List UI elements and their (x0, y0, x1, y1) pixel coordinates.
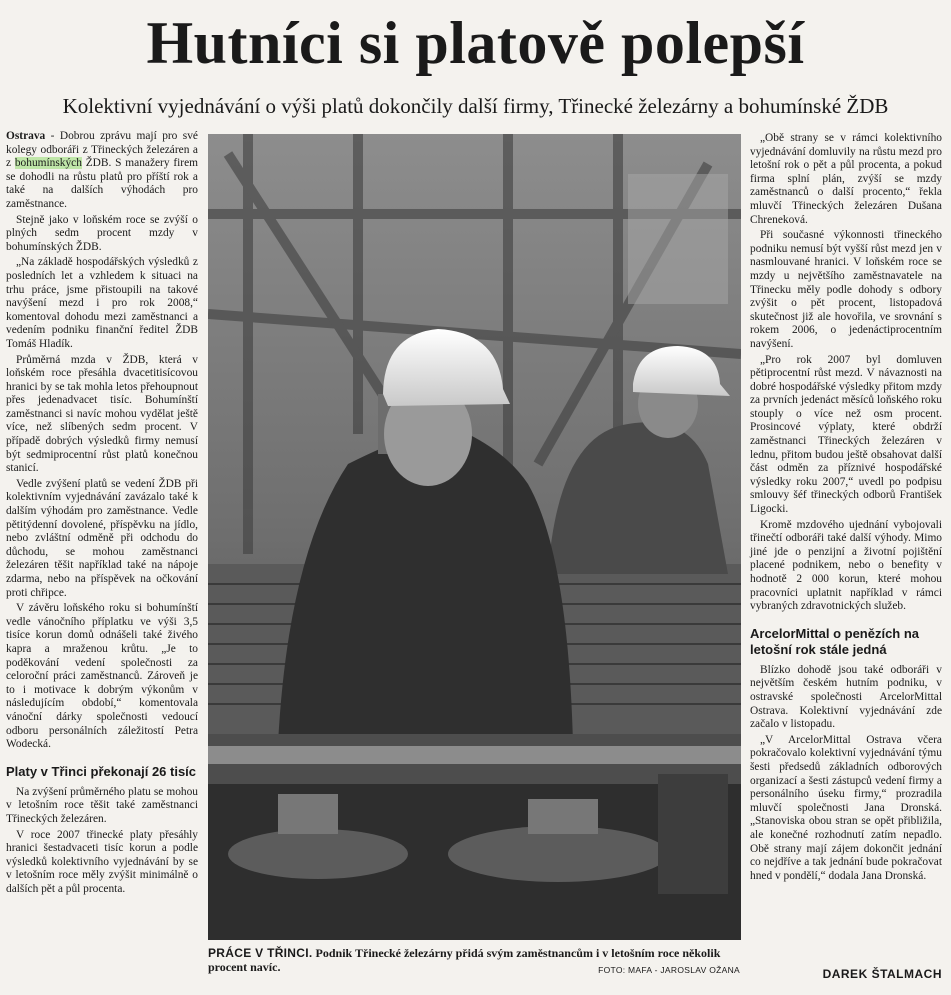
caption-text: Podnik Třinecké železárny přidá svým zaměstnancům i v letošním roce několik procent navíc. (208, 946, 721, 974)
news-photo (208, 134, 741, 940)
paragraph: Vedle zvýšení platů se vedení ŽDB při kolektivním vyjednávání zavázalo také k dalším výhodám pro zaměstnance. Vedle pětitýdenní dovolené, příspěvku na jídlo, nebo zvláštní odměně při odchodu do důchodu, se mohou zaměstnanci železáren těšit například také na nápoje zdarma, nebo na příspěvek na očkování proti chřipce. (6, 477, 198, 599)
headline: Hutníci si platově polepší (146, 10, 805, 76)
paragraph: „V ArcelorMittal Ostrava včera pokračovalo kolektivní vyjednávání týmu šesti předsedů základních odborových organizací a šesti zástupců vedení firmy a personálního úseku firmy,“ prozradila mluvčí společnosti Jana Dronská. „Stanoviska obou stran se opět přibližila, ale konečné rozhodnutí zatím nepadlo. Obě strany mají zájem dokončit jednání co nejdříve a tak jednání bude pokračovat hned v pondělí,“ dodala Jana Dronská. (750, 733, 942, 882)
paragraph: V závěru loňského roku si bohumínští vedle vánočního příplatku ve výši 3,5 tisíce korun domů odnášeli také živého kapra a mraženou krůtu. „Je to poděkování vedení společnosti za celoroční práci zaměstnanců. Zároveň je to i motivace k dobrým výkonům v následujícím období,“ komentovala vánoční dárky společnosti vedoucí odboru personálních záležitostí Petra Wodecká. (6, 602, 198, 751)
article-column-right (750, 132, 942, 883)
paragraph-text: - Dobrou zprávu mají pro své kolegy odboráři z Třineckých železáren a z (6, 130, 198, 170)
photo-credit: FOTO: MAFA - JAROSLAV OŽANA (598, 965, 740, 975)
photo-steelworkers-illustration (208, 134, 741, 940)
paragraph: Na zvýšení průměrného platu se mohou v letošním roce těšit také zaměstnanci Třineckých železáren. (6, 785, 198, 825)
paragraph (6, 130, 198, 212)
paragraph: Blízko dohodě jsou také odboráři v největším českém hutním podniku, v ostravské společnosti ArcelorMittal Ostrava. Kolektivní vyjednávání zde začalo v listopadu. (750, 663, 942, 731)
paragraph: V roce 2007 třinecké platy přesáhly hranici šestadvaceti tisíc korun a podle výsledků kolektivního vyjednávání by se v letošním roce měly zvýšit minimálně o dalších pět a půl procenta. (6, 828, 198, 895)
paragraph-text: ŽDB. S manažery firem se dohodli na růstu platů pro příští rok a také na dalších výhodách pro zaměstnance. (6, 157, 199, 210)
paragraph: Při současné výkonnosti třineckého podniku nemusí být vyšší růst mezd jen v nasmlouvané hranici. V loňském roce se mzdy u největšího zaměstnavatele na Třinecku měly podle dohody s odbory zvýšit o pět procent, listopadová skutečnost již ale hovořila, ve srovnání s rokem 2006, o jedenáctiprocentním navýšení. (750, 229, 942, 350)
paragraph: „Pro rok 2007 byl domluven pětiprocentní růst mezd. V návaznosti na dobré hospodářské výsledky přitom mzdy za prvních jedenáct měsíců loňského roku stouply o více než osm procent. Prosincové výplaty, které obdrží zaměstnanci Třineckých železáren v lednu, přitom budou ještě obsahovat další část odměn za příznivé hospodářské výsledky roku 2007,“ uvedl po podpisu smlouvy šéf třineckých odborů František Ligocki. (750, 353, 942, 516)
paragraph: „Na základě hospodářských výsledků z posledních let a vzhledem k situaci na trhu práce, jsme přistoupili na takové navýšení mezd i pro rok 2008,“ komentoval dohodu mezi zaměstnanci a vedením podniku finanční ředitel ŽDB Tomáš Hladík. (6, 256, 198, 350)
paragraph: Stejně jako v loňském roce se zvýší o plných sedm procent mzdy v bohumínských ŽDB. (6, 213, 198, 253)
highlighted-word: bohumínských (14, 157, 82, 170)
article-column-left (6, 130, 198, 896)
caption-label: PRÁCE V TŘINCI. (208, 946, 313, 960)
byline: DAREK ŠTALMACH (822, 967, 942, 981)
paragraph: Kromě mzdového ujednání vybojovali třinečtí odboráři také další výhody. Mimo jiné jde o penzijní a životní pojištění placené podnikem, nebo o benefity v hodnotě 2 000 korun, které mohou pracovníci uplatnit například v rámci vybraných zdravotnických služeb. (750, 518, 942, 613)
paragraph: Průměrná mzda v ŽDB, která v loňském roce přesáhla dvacetitisícovou hranici by se tak mohla letos přehoupnout přes jedenadvacet tisíc. Bohumínští zaměstnanci si navíc mohou vydělat ještě více, než slíbených sedm procent. V případě dobrých výsledků firmy nemusí být sedmiprocentní růst platů konečnou stanicí. (6, 353, 198, 475)
subheadline: Kolektivní vyjednávání o výši platů dokončily další firmy, Třinecké železárny a bohumínské ŽDB (62, 94, 889, 118)
section-subheading: ArcelorMittal o penězích na letošní rok stále jedná (750, 625, 920, 657)
paragraph: „Obě strany se v rámci kolektivního vyjednávání domluvily na růstu mezd pro letošní rok o pět a půl procenta, a pokud firma splní plán, zvýší se mzdy zaměstnanců o další procento,“ řekla mluvčí Třineckých železáren Dušana Chreneková. (750, 132, 942, 226)
section-subheading: Platy v Třinci překonají 26 tisíc (6, 763, 197, 779)
dateline: Ostrava (6, 130, 46, 142)
